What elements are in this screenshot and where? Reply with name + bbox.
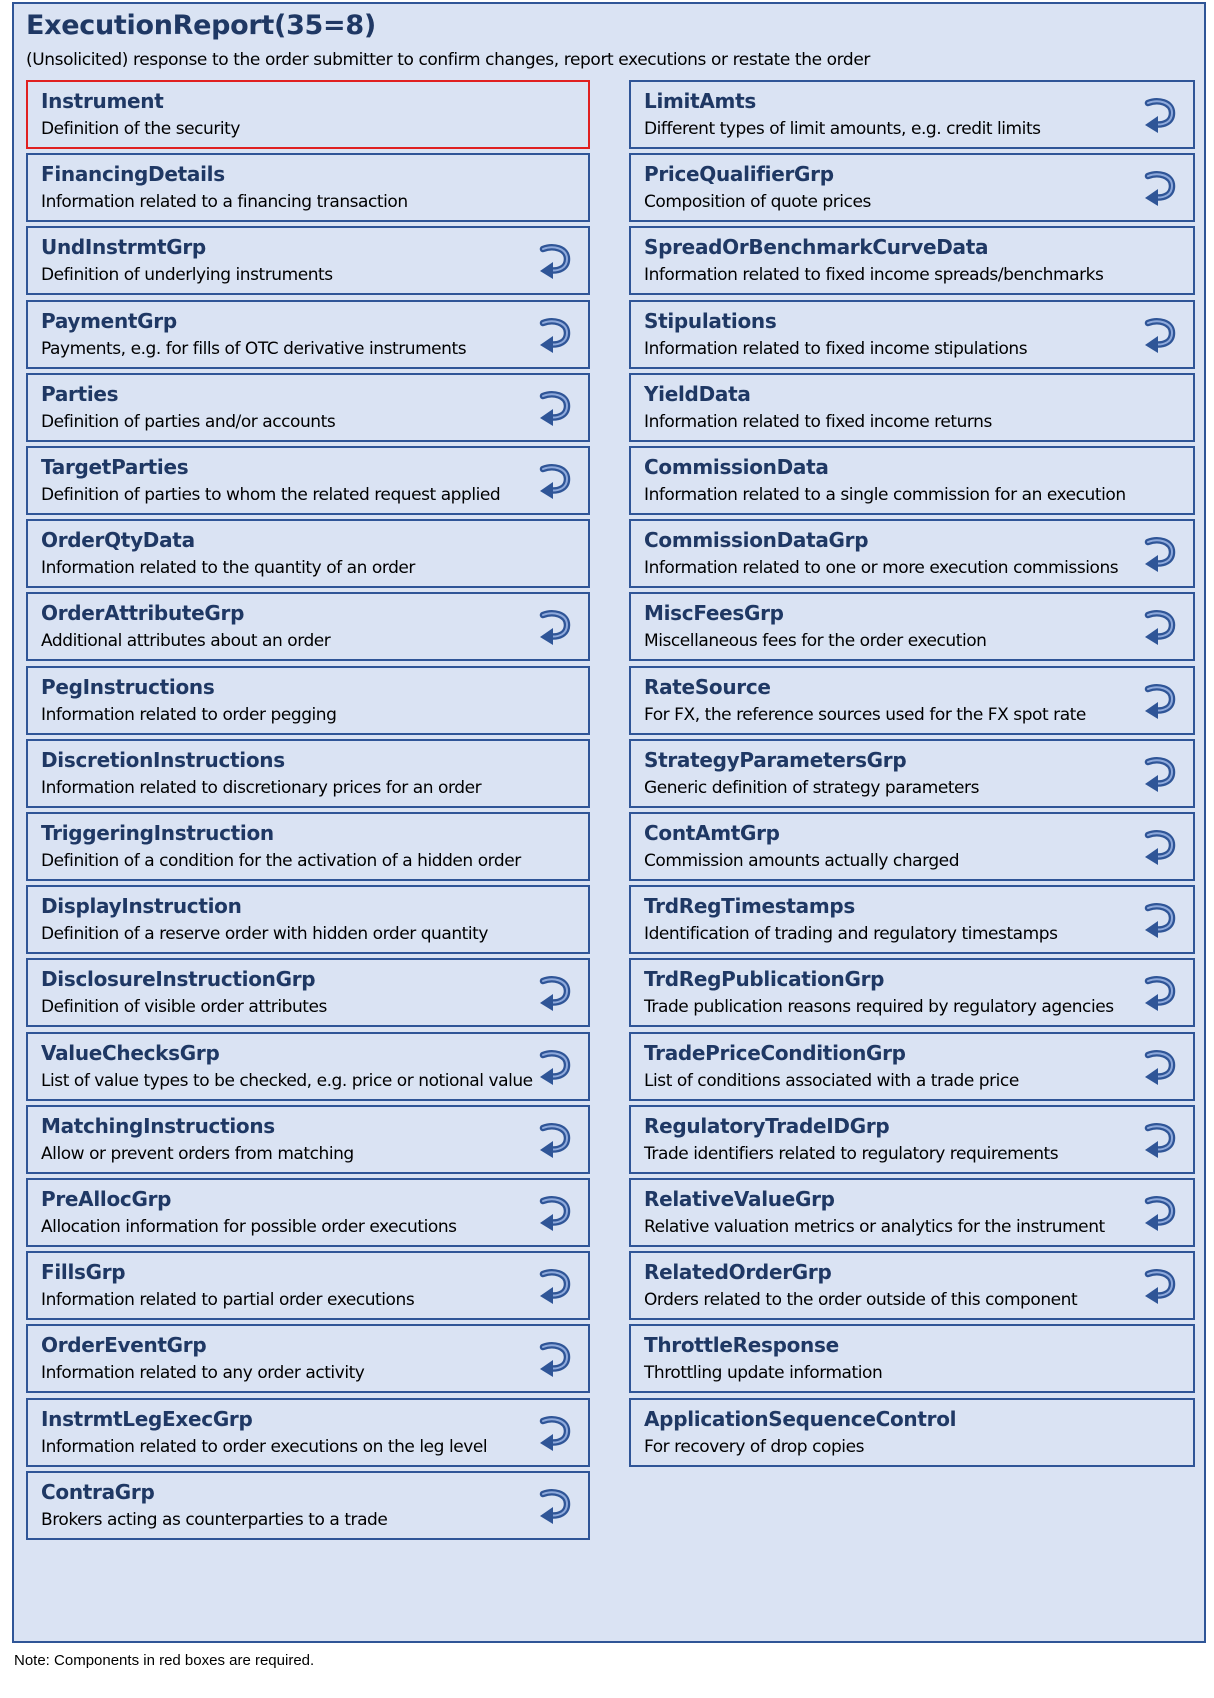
component-name: RateSource	[644, 674, 771, 699]
component-name: OrderAttributeGrp	[41, 601, 245, 626]
component-name: TriggeringInstruction	[41, 821, 274, 845]
component-box-contragrp[interactable]	[26, 1471, 590, 1540]
component-box-applicationsequencecontrol[interactable]	[629, 1398, 1195, 1467]
component-description: Definition of underlying instruments	[41, 265, 333, 286]
component-box-limitamts[interactable]	[629, 80, 1195, 149]
footnote: Note: Components in red boxes are required.	[14, 1652, 315, 1669]
component-box-commissiondatagrp[interactable]	[629, 519, 1195, 588]
component-description: Composition of quote prices	[644, 192, 871, 213]
repeating-group-icon	[1139, 316, 1179, 356]
component-box-orderqtydata[interactable]	[26, 519, 590, 588]
component-name: PaymentGrp	[41, 308, 177, 333]
component-box-spreadorbenchmarkcurvedata[interactable]	[629, 226, 1195, 295]
component-box-matchinginstructions[interactable]	[26, 1105, 590, 1174]
component-name: PriceQualifierGrp	[644, 162, 834, 187]
component-description: Information related to fixed income stipulations	[644, 338, 1028, 359]
repeating-group-icon	[1139, 828, 1179, 868]
component-description: Information related to one or more execution commissions	[644, 558, 1119, 579]
component-description: Allow or prevent orders from matching	[41, 1143, 354, 1164]
component-box-commissiondata[interactable]	[629, 446, 1195, 515]
component-description: Definition of a condition for the activation of a hidden order	[41, 851, 521, 871]
component-name: ContAmtGrp	[644, 821, 780, 845]
component-description: Brokers acting as counterparties to a trade	[41, 1509, 388, 1530]
component-name: ValueChecksGrp	[41, 1040, 220, 1065]
component-box-trdregpublicationgrp[interactable]	[629, 958, 1195, 1027]
repeating-group-icon	[534, 1048, 574, 1088]
component-box-financingdetails[interactable]	[26, 153, 590, 222]
component-name: ContraGrp	[41, 1479, 155, 1504]
component-box-strategyparametersgrp[interactable]	[629, 739, 1195, 808]
component-box-valuechecksgrp[interactable]	[26, 1032, 590, 1101]
component-description: Information related to a financing transaction	[41, 192, 408, 213]
component-description: Additional attributes about an order	[41, 631, 331, 652]
component-name: MatchingInstructions	[41, 1113, 275, 1138]
component-box-discretioninstructions[interactable]	[26, 739, 590, 808]
component-name: TrdRegPublicationGrp	[644, 967, 885, 992]
page-subtitle: (Unsolicited) response to the order submitter to confirm changes, report executions or restate the order	[26, 50, 870, 70]
component-description: Relative valuation metrics or analytics for the instrument	[644, 1217, 1105, 1237]
component-box-preallocgrp[interactable]	[26, 1178, 590, 1247]
component-box-relativevaluegrp[interactable]	[629, 1178, 1195, 1247]
page-title: ExecutionReport(35=8)	[26, 10, 376, 41]
component-description: List of conditions associated with a trade price	[644, 1070, 1019, 1091]
repeating-group-icon	[534, 1194, 574, 1234]
component-name: SpreadOrBenchmarkCurveData	[644, 235, 989, 260]
component-description: Throttling update information	[644, 1363, 883, 1384]
component-name: TradePriceConditionGrp	[644, 1040, 906, 1065]
component-name: PegInstructions	[41, 674, 215, 699]
repeating-group-icon	[534, 608, 574, 648]
component-name: RelatedOrderGrp	[644, 1260, 832, 1285]
component-description: Allocation information for possible order executions	[41, 1217, 457, 1237]
component-name: TargetParties	[41, 455, 189, 479]
component-description: Orders related to the order outside of this component	[644, 1290, 1078, 1311]
repeating-group-icon	[534, 1414, 574, 1454]
component-description: List of value types to be checked, e.g. price or notional value	[41, 1070, 533, 1091]
repeating-group-icon	[534, 1121, 574, 1161]
repeating-group-icon	[1139, 755, 1179, 795]
execution-report-panel	[12, 2, 1206, 1643]
component-description: Definition of visible order attributes	[41, 997, 327, 1018]
component-name: CommissionData	[644, 455, 829, 479]
repeating-group-icon	[1139, 1267, 1179, 1307]
component-name: Parties	[41, 381, 119, 406]
component-box-ordereventgrp[interactable]	[26, 1324, 590, 1393]
repeating-group-icon	[1139, 974, 1179, 1014]
component-box-triggeringinstruction[interactable]	[26, 812, 590, 881]
component-description: Trade identifiers related to regulatory requirements	[644, 1143, 1059, 1164]
component-box-peginstructions[interactable]	[26, 666, 590, 735]
repeating-group-icon	[534, 1340, 574, 1380]
component-description: For recovery of drop copies	[644, 1436, 864, 1457]
component-box-ratesource[interactable]	[629, 666, 1195, 735]
component-description: Definition of the security	[41, 119, 240, 139]
component-name: LimitAmts	[644, 89, 756, 113]
component-name: FinancingDetails	[41, 162, 225, 187]
repeating-group-icon	[1139, 682, 1179, 722]
component-box-displayinstruction[interactable]	[26, 885, 590, 954]
component-name: PreAllocGrp	[41, 1187, 172, 1211]
component-box-fillsgrp[interactable]	[26, 1251, 590, 1320]
repeating-group-icon	[534, 974, 574, 1014]
repeating-group-icon	[534, 389, 574, 429]
component-box-throttleresponse[interactable]	[629, 1324, 1195, 1393]
component-description: Information related to order pegging	[41, 704, 337, 725]
component-name: Instrument	[41, 89, 164, 113]
component-box-disclosureinstructiongrp[interactable]	[26, 958, 590, 1027]
component-description: Information related to partial order executions	[41, 1290, 415, 1311]
component-box-stipulations[interactable]	[629, 300, 1195, 369]
component-description: Information related to a single commission for an execution	[644, 485, 1126, 505]
component-box-yielddata[interactable]	[629, 373, 1195, 442]
repeating-group-icon	[534, 242, 574, 282]
component-description: For FX, the reference sources used for the FX spot rate	[644, 704, 1086, 725]
component-description: Miscellaneous fees for the order execution	[644, 631, 987, 652]
component-description: Information related to fixed income returns	[644, 411, 992, 432]
repeating-group-icon	[1139, 1048, 1179, 1088]
component-description: Definition of parties and/or accounts	[41, 411, 336, 432]
component-name: CommissionDataGrp	[644, 528, 869, 553]
component-name: StrategyParametersGrp	[644, 747, 907, 772]
repeating-group-icon	[1139, 1121, 1179, 1161]
component-box-instrument[interactable]	[26, 80, 590, 149]
component-name: DisplayInstruction	[41, 894, 242, 919]
component-description: Information related to discretionary prices for an order	[41, 777, 482, 798]
component-name: ApplicationSequenceControl	[644, 1406, 957, 1431]
component-box-pricequalifiergrp[interactable]	[629, 153, 1195, 222]
component-name: OrderEventGrp	[41, 1333, 207, 1358]
component-name: DisclosureInstructionGrp	[41, 967, 316, 992]
component-description: Different types of limit amounts, e.g. credit limits	[644, 119, 1041, 139]
component-description: Information related to order executions on the leg level	[41, 1436, 488, 1457]
component-box-relatedordergrp[interactable]	[629, 1251, 1195, 1320]
component-box-tradepriceconditiongrp[interactable]	[629, 1032, 1195, 1101]
component-name: TrdRegTimestamps	[644, 894, 856, 919]
repeating-group-icon	[534, 316, 574, 356]
repeating-group-icon	[1139, 169, 1179, 209]
component-name: ThrottleResponse	[644, 1333, 839, 1358]
component-description: Identification of trading and regulatory timestamps	[644, 924, 1058, 945]
component-box-paymentgrp[interactable]	[26, 300, 590, 369]
component-description: Payments, e.g. for fills of OTC derivative instruments	[41, 338, 467, 359]
repeating-group-icon	[1139, 901, 1179, 941]
component-description: Information related to fixed income spreads/benchmarks	[644, 265, 1104, 286]
component-description: Trade publication reasons required by regulatory agencies	[644, 997, 1114, 1018]
component-description: Information related to any order activity	[41, 1363, 365, 1384]
component-name: RelativeValueGrp	[644, 1187, 835, 1211]
component-description: Commission amounts actually charged	[644, 851, 960, 871]
component-name: InstrmtLegExecGrp	[41, 1406, 253, 1431]
repeating-group-icon	[1139, 535, 1179, 575]
component-name: Stipulations	[644, 308, 777, 333]
repeating-group-icon	[534, 1487, 574, 1527]
component-name: YieldData	[644, 381, 751, 406]
component-name: UndInstrmtGrp	[41, 235, 206, 260]
component-name: DiscretionInstructions	[41, 747, 285, 772]
component-box-instrmtlegexecgrp[interactable]	[26, 1398, 590, 1467]
repeating-group-icon	[1139, 96, 1179, 136]
component-box-regulatorytradeidgrp[interactable]	[629, 1105, 1195, 1174]
component-box-miscfeesgrp[interactable]	[629, 592, 1195, 661]
repeating-group-icon	[534, 462, 574, 502]
component-box-parties[interactable]	[26, 373, 590, 442]
component-description: Generic definition of strategy parameters	[644, 777, 980, 798]
component-description: Definition of parties to whom the related request applied	[41, 485, 501, 505]
component-name: MiscFeesGrp	[644, 601, 784, 626]
component-box-orderattributegrp[interactable]	[26, 592, 590, 661]
component-box-contamtgrp[interactable]	[629, 812, 1195, 881]
component-description: Information related to the quantity of an order	[41, 558, 415, 579]
repeating-group-icon	[1139, 608, 1179, 648]
component-box-trdregtimestamps[interactable]	[629, 885, 1195, 954]
repeating-group-icon	[534, 1267, 574, 1307]
component-box-targetparties[interactable]	[26, 446, 590, 515]
component-name: RegulatoryTradeIDGrp	[644, 1113, 890, 1138]
component-name: OrderQtyData	[41, 528, 195, 553]
component-name: FillsGrp	[41, 1260, 126, 1285]
component-description: Definition of a reserve order with hidden order quantity	[41, 924, 488, 945]
repeating-group-icon	[1139, 1194, 1179, 1234]
component-box-undinstrmtgrp[interactable]	[26, 226, 590, 295]
